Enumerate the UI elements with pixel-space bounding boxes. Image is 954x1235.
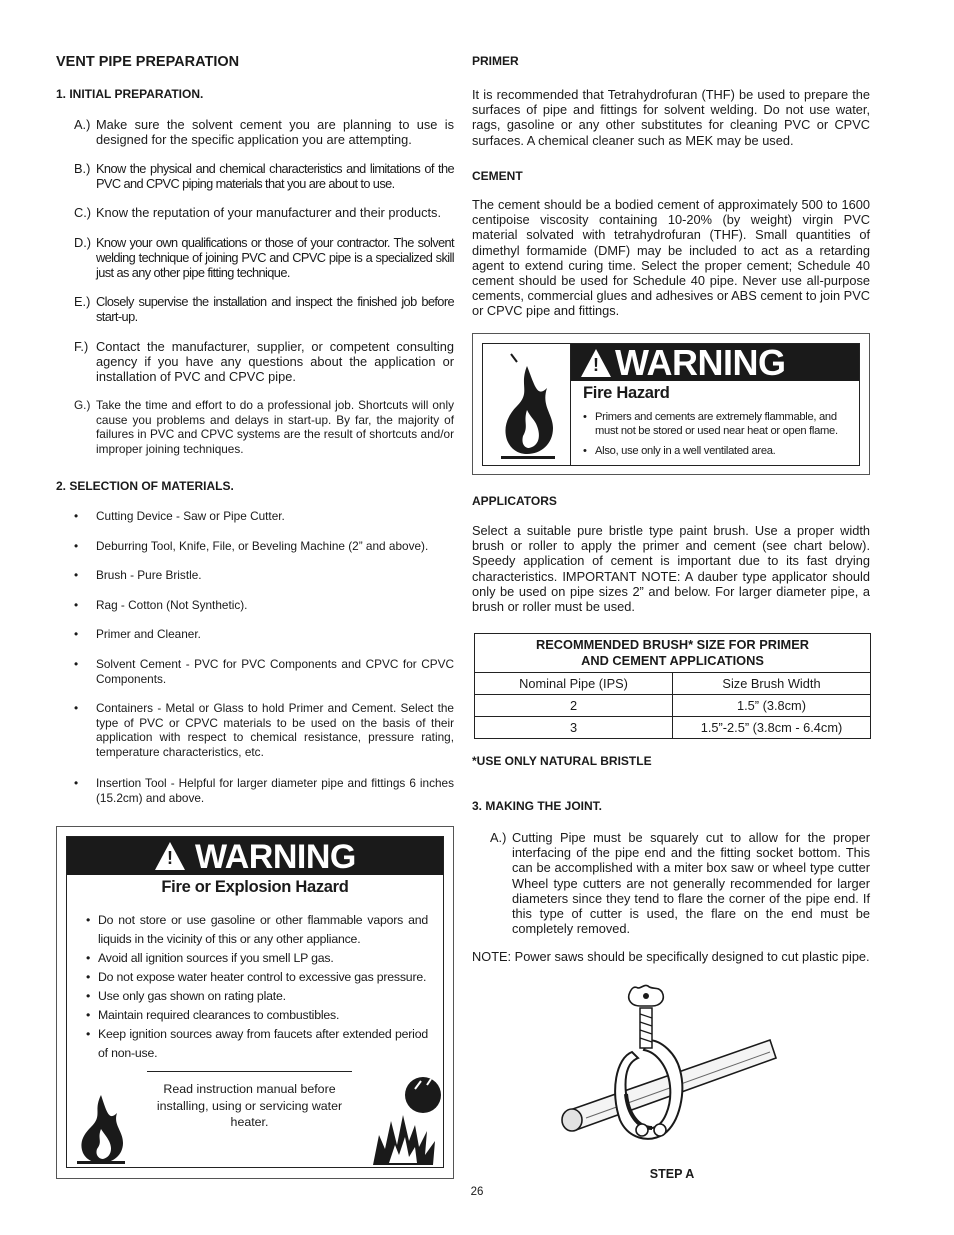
table-row: [475, 717, 871, 739]
table-cell: 3: [475, 717, 673, 739]
section-title: VENT PIPE PREPARATION: [56, 54, 240, 70]
s1-item-g: G.) Take the time and effort to do a professional job. Shortcuts will only cause you problems and delays in start-up. By far, the majority of failures in PVC and CPVC systems are the result of shortcuts and/or improper joining techniques.: [74, 398, 454, 456]
fire-explosion-warning: [56, 826, 454, 1179]
material-item: • Solvent Cement - PVC for PVC Components and CPVC for CPVC Components.: [74, 657, 454, 686]
warning-banner: ! WARNING: [571, 344, 859, 381]
s3-heading: 3. MAKING THE JOINT.: [472, 799, 603, 813]
pipe-cutter-illustration: [556, 982, 782, 1160]
warning-subtitle: Fire or Explosion Hazard: [161, 878, 349, 896]
table-header: Size Brush Width: [673, 673, 871, 695]
warning-item: • Use only gas shown on rating plate.: [98, 987, 428, 1006]
s1-item-a: A.) Make sure the solvent cement you are planning to use is designed for the specific application you are attempting.: [74, 117, 454, 148]
page-number: 26: [470, 1186, 484, 1198]
s1-heading: 1. INITIAL PREPARATION.: [56, 87, 204, 101]
warning-list: [98, 911, 428, 1063]
cement-heading: CEMENT: [472, 169, 523, 183]
warning-banner: ! WARNING: [67, 837, 443, 875]
material-item: • Primer and Cleaner.: [74, 627, 201, 641]
s1-item-f: F.) Contact the manufacturer, supplier, or competent consulting agency if you have any questions about the application or installation of PVC and CPVC pipe.: [74, 339, 454, 385]
warning-list: [595, 410, 857, 464]
table-header: Nominal Pipe (IPS): [475, 673, 673, 695]
applicators-text: Select a suitable pure bristle type paint brush. Use a proper width brush or roller to apply the primer and cement (see chart below). Speedy application of cement is important due to its fast drying characteristics. IMPORTANT NOTE: A dauber type applicator should only be used on pipe sizes 2” and below. For larger diameter pipe, a brush or roller must be used.: [472, 523, 870, 615]
warning-triangle-icon: !: [581, 349, 611, 377]
table-cell: 1.5” (3.8cm): [673, 695, 871, 717]
warning-item: • Also, use only in a well ventilated area.: [595, 444, 857, 458]
table-title: RECOMMENDED BRUSH* SIZE FOR PRIMER AND CEMENT APPLICATIONS: [475, 634, 871, 673]
s2-heading: 2. SELECTION OF MATERIALS.: [56, 479, 234, 493]
bristle-note: *USE ONLY NATURAL BRISTLE: [472, 754, 652, 768]
material-item: • Deburring Tool, Knife, File, or Beveling Machine (2” and above).: [74, 539, 429, 553]
material-item: • Cutting Device - Saw or Pipe Cutter.: [74, 509, 285, 523]
table-cell: 2: [475, 695, 673, 717]
warning-item: • Avoid all ignition sources if you smell LP gas.: [98, 949, 428, 968]
fire-hazard-warning: [472, 333, 870, 475]
read-manual-note: Read instruction manual before installing, using or servicing water heater.: [156, 1082, 343, 1129]
flame-icon: [73, 1093, 129, 1165]
warning-item: • Do not store or use gasoline or other flammable vapors and liquids in the vicinity of this or any other appliance.: [98, 911, 428, 949]
cement-text: The cement should be a bodied cement of approximately 500 to 1600 centipoise viscosity containing 10-20% (by weight) virgin PVC material solvated with tetrahydrofuran (THF). Small quantities of dimethyl formamide (DMF) may be included to act as a retarding agent to extend curing time. Select the proper cement; Schedule 40 cement should be used for Schedule 40 pipe. Never use all-purpose cements, commercial glues and adhesives or ABS cement to join PVC or CPVC pipe and fittings.: [472, 197, 870, 319]
material-item: • Rag - Cotton (Not Synthetic).: [74, 598, 248, 612]
saw-note: NOTE: Power saws should be specifically designed to cut plastic pipe.: [472, 949, 870, 964]
warning-item: • Maintain required clearances to combustibles.: [98, 1006, 428, 1025]
material-item: • Brush - Pure Bristle.: [74, 568, 202, 582]
table-cell: 1.5”-2.5” (3.8cm - 6.4cm): [673, 717, 871, 739]
warning-item: • Do not expose water heater control to excessive gas pressure.: [98, 968, 428, 987]
warning-triangle-icon: !: [155, 842, 185, 870]
s1-item-d: D.) Know your own qualifications or those of your contractor. The solvent welding technique of joining PVC and CPVC pipe is a specialized skill just as any other pipe fitting technique.: [74, 235, 454, 281]
material-item: • Containers - Metal or Glass to hold Primer and Cement. Select the type of PVC or CPVC materials to be used on the basis of their application with respect to chemical resistance, pressure rating, temperature characteristics, etc.: [74, 701, 454, 759]
s1-item-e: E.) Closely supervise the installation and inspect the finished job before start-up.: [74, 294, 454, 325]
explosion-icon: [369, 1075, 443, 1165]
divider: [147, 1071, 352, 1072]
applicators-heading: APPLICATORS: [472, 494, 557, 508]
warning-subtitle: Fire Hazard: [583, 384, 670, 402]
figure-label: STEP A: [649, 1167, 695, 1181]
brush-size-table: [474, 633, 871, 739]
table-row: [475, 695, 871, 717]
material-item: • Insertion Tool - Helpful for larger diameter pipe and fittings 6 inches (15.2cm) and above.: [74, 776, 454, 805]
flame-panel: [483, 344, 571, 465]
warning-item: • Primers and cements are extremely flammable, and must not be stored or used near heat or open flame.: [595, 410, 857, 438]
s3-item-a: A.) Cutting Pipe must be squarely cut to allow for the proper interfacing of the pipe end and the fitting socket bottom. This can be accomplished with a miter box saw or wheel type cutter Wheel type cutters are not generally recommended for larger diameters since they tend to flare the corner of the pipe end. If this type of cutter is used, the flare on the end must be completely removed.: [490, 830, 870, 937]
table-header-row: [475, 673, 871, 695]
primer-text: It is recommended that Tetrahydrofuran (THF) be used to prepare the surfaces of pipe and fittings for solvent welding. Do not use water, rags, gasoline or any other substitutes for cleaning PVC or CPVC surfaces. A chemical cleaner such as MEK may be used.: [472, 87, 870, 148]
warning-item: • Keep ignition sources away from faucets after extended period of non-use.: [98, 1025, 428, 1063]
flame-icon: [497, 352, 559, 462]
s1-item-c: C.) Know the reputation of your manufacturer and their products.: [74, 205, 442, 220]
s1-item-b: B.) Know the physical and chemical characteristics and limitations of the PVC and CPVC piping materials that you are about to use.: [74, 161, 454, 192]
primer-heading: PRIMER: [472, 54, 519, 68]
